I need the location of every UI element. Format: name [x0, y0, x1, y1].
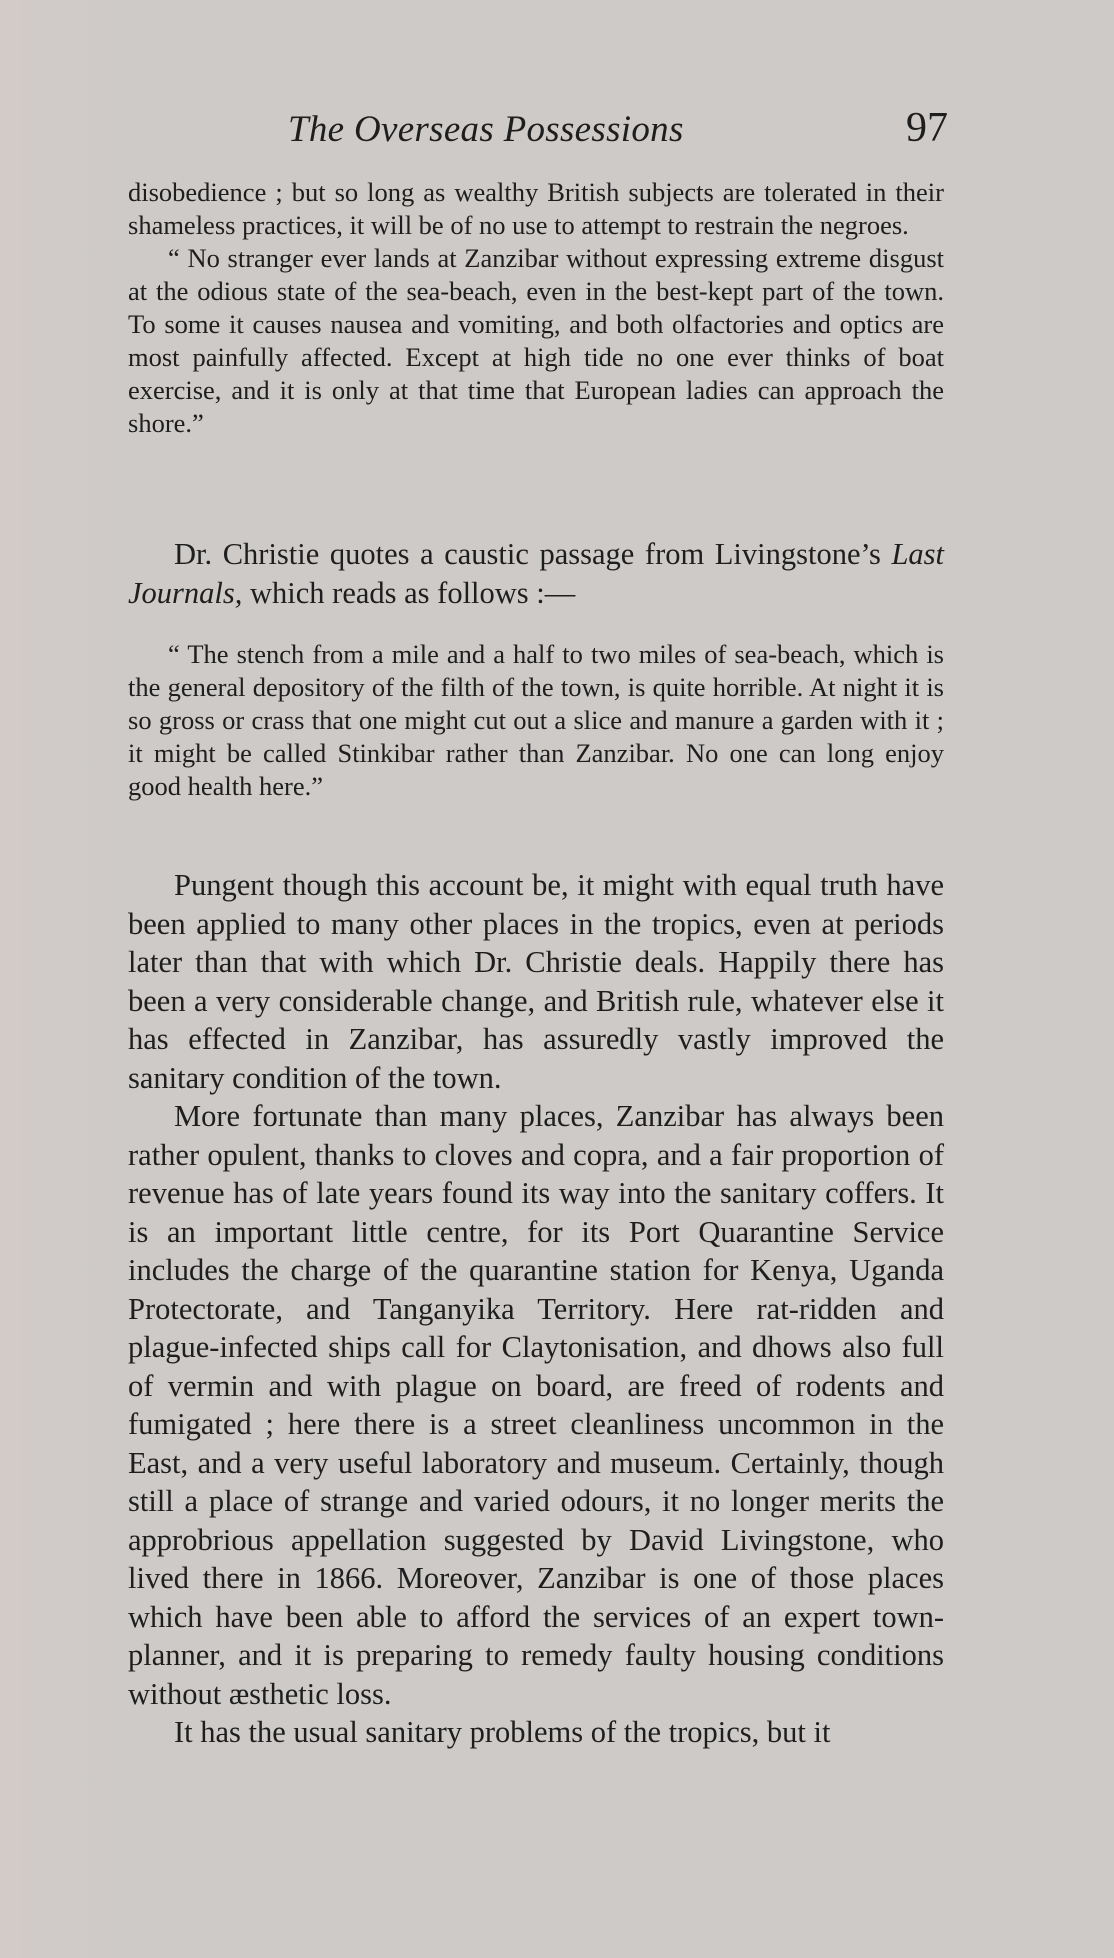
intro-paragraph	[128, 535, 944, 612]
quote-paragraph: “ The stench from a mile and a half to two miles of sea-beach, which is the general depository of the filth of the town, is quite horrible. At night it is so gross or crass that one might cut out a slice and manure a garden with it ; it might be called Stinkibar rather than Zanzibar. No one can long enjoy good health here.”	[128, 639, 944, 801]
page-number: 97	[906, 105, 948, 151]
livingstone-quote	[128, 638, 944, 803]
body-paragraph	[128, 535, 944, 612]
running-title: The Overseas Possessions	[288, 109, 684, 150]
body-paragraph: Pungent though this account be, it might with equal truth have been applied to many other places in the tropics, even at periods later than that with which Dr. Christie deals. Happily there has been a very considerable change, and British rule, whatever else it has effected in Zanzibar, has assuredly vastly improved the sanitary condition of the town.	[128, 868, 944, 1095]
quote-paragraph: disobedience ; but so long as wealthy British subjects are tolerated in their shameless practices, it will be of no use to attempt to restrain the negroes.	[128, 177, 944, 240]
main-text	[128, 866, 944, 1752]
body-paragraph: More fortunate than many places, Zanzibar has always been rather opulent, thanks to cloves and copra, and a fair proportion of revenue has of late years found its way into the sanitary coffers. It is an important little centre, for its Port Quarantine Service includes the charge of the quarantine station for Kenya, Uganda Protectorate, and Tanganyika Territory. Here rat-ridden and plague-infected ships call for Claytonisation, and dhows also full of vermin and with plague on board, are freed of rodents and fumigated ; here there is a street cleanliness uncommon in the East, and a very useful laboratory and museum. Certainly, though still a place of strange and varied odours, it no longer merits the approbrious appellation suggested by David Livingstone, who lived there in 1866. Moreover, Zanzibar is one of those places which have been able to afford the services of an expert town-planner, and it is preparing to remedy faulty housing conditions without æsthetic loss.	[128, 1099, 944, 1711]
book-title: Last Journals,	[128, 537, 944, 610]
intro-text: Dr. Christie quotes a caustic passage from Livingstone’s	[174, 537, 881, 571]
quote-paragraph: “ No stranger ever lands at Zanzibar without expressing extreme disgust at the odious state of the sea-beach, even in the best-kept part of the town. To some it causes nausea and vomiting, and both olfactories and optics are most painfully affected. Except at high tide no one ever thinks of boat exercise, and it is only at that time that European ladies can approach the shore.”	[128, 243, 944, 438]
intro-text: which reads as follows :—	[250, 575, 576, 610]
body-paragraph: It has the usual sanitary problems of the tropics, but it	[174, 1715, 831, 1749]
quoted-report	[128, 176, 944, 440]
page-header	[128, 105, 948, 164]
